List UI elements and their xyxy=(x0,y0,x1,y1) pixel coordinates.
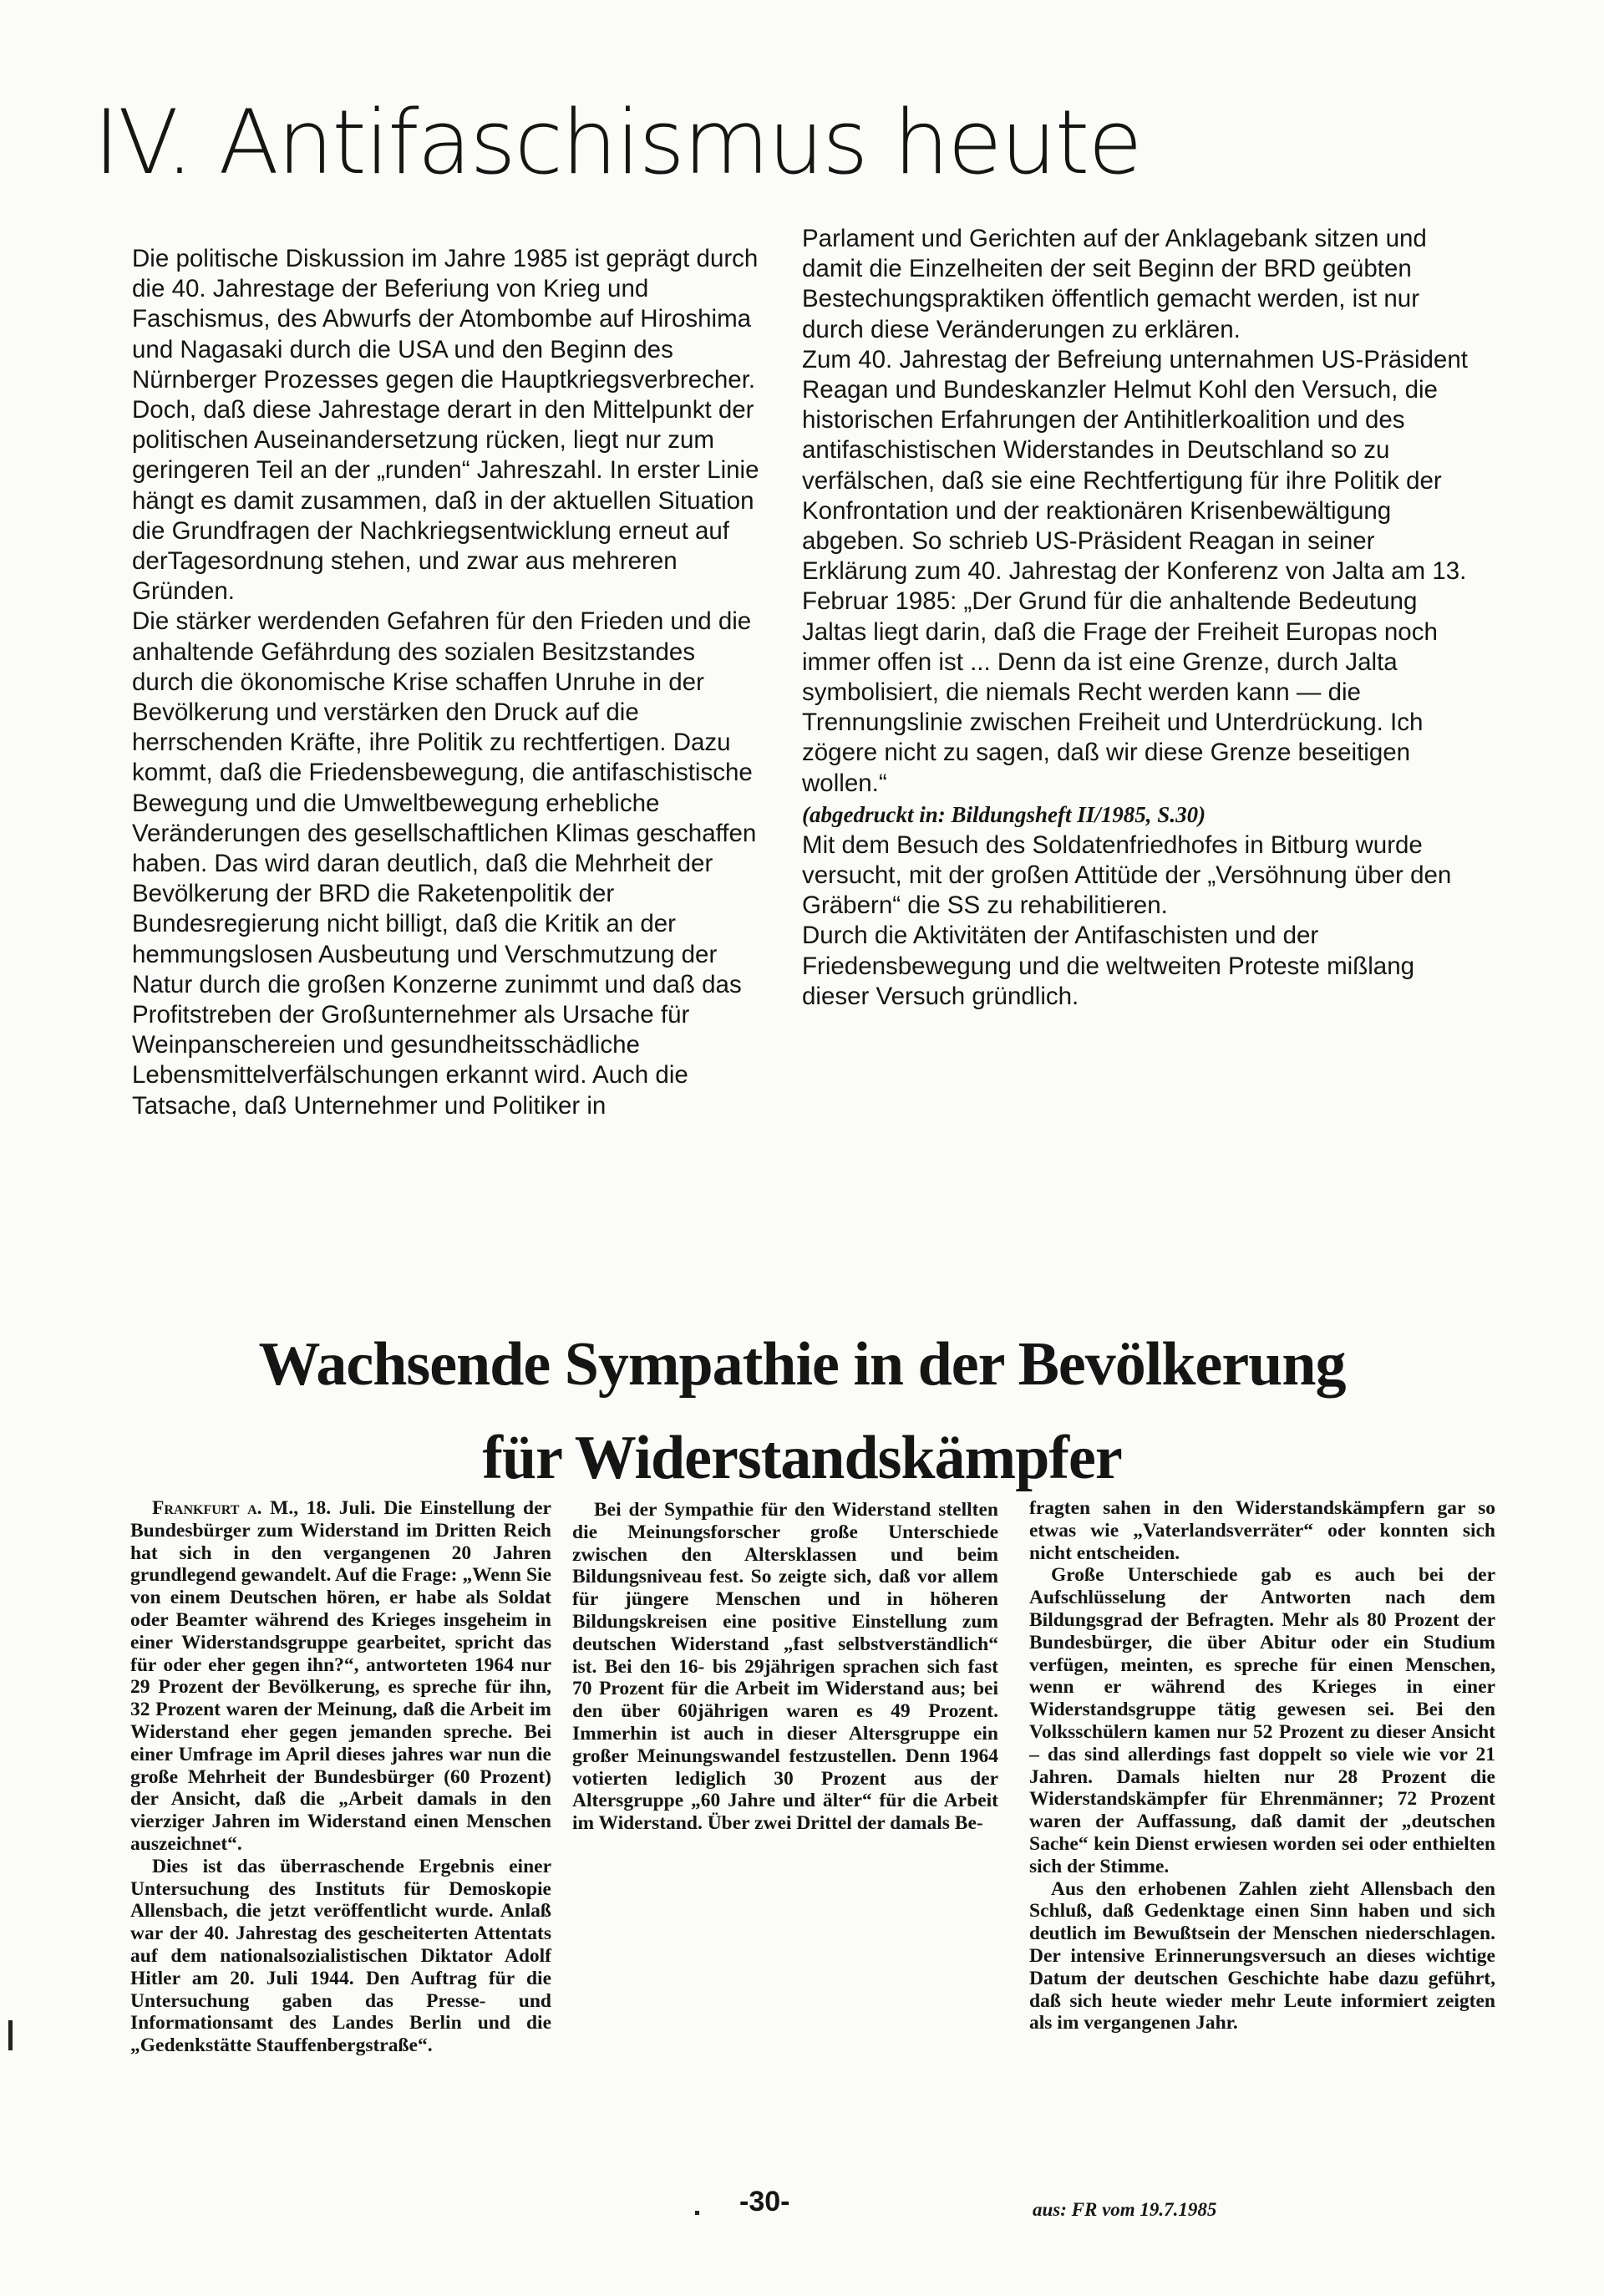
scan-mark xyxy=(695,2211,699,2215)
paragraph: Die stärker werdenden Gefahren für den Frieden und die anhaltende Gefährdung des sozialen Besitzstandes durch die ökonomische Krise schaffen Unruhe in der Bevölkerung und verstärken den Druck auf die herrschenden Kräfte, ihre Politik zu rechtfertigen. Dazu kommt, daß die Friedensbewegung, die antifaschistische Bewegung und die Umweltbewegung erhebliche Veränderungen des gesellschaftlichen Klimas geschaffen haben. Das wird daran deutlich, daß die Mehrheit der Bevölkerung der BRD die Raketenpolitik der Bundesregierung nicht billigt, daß die Kritik an der hemmungslosen Ausbeutung und Verschmutzung der Natur durch die großen Konzerne zunimmt und daß das Profitstreben der Großunternehmer als Ursache für Weinpanschereien und gesundheitsschädliche Lebensmittelverfälschungen erkannt wird. Auch die Tatsache, daß Unternehmer und Politiker in xyxy=(132,607,757,1120)
paragraph: Mit dem Besuch des Soldatenfriedhofes in Bitburg wurde versucht, mit der großen Attitüde der „Versöhnung über den Gräbern“ die SS zu rehabilitieren. xyxy=(802,831,1452,920)
paragraph: Zum 40. Jahrestag der Befreiung unternahmen US-Präsident Reagan und Bundeskanzler Helmut Kohl den Versuch, die historischen Erfahrungen der Antihitlerkoalition und des antifaschistischen Widerstandes in Deutschland so zu verfälschen, daß sie eine Rechtfertigung für ihre Politik der Konfrontation und der reaktionären Krisenbewältigung abgeben. So schrieb US-Präsident Reagan in seiner Erklärung zum 40. Jahrestag der Konferenz von Jalta am 13. Februar 1985: „Der Grund für die anhaltende Bedeutung Jaltas liegt darin, daß die Frage der Freiheit Europas noch immer offen ist ... Denn da ist eine Grenze, durch Jalta symbolisiert, die niemals Recht werden kann — die Trennungslinie zwischen Freiheit und Unterdrückung. Ich zögere nicht zu sagen, daß wir diese Grenze beseitigen wollen.“ xyxy=(802,345,1468,797)
news-paragraph: Große Unterschiede gab es auch bei der Aufschlüsselung der Antworten nach dem Bildungsgrad der Befragten. Mehr als 80 Prozent der Bundesbürger, die über Abitur oder ein Studium verfügen, meinten, es spreche für einen Menschen, wenn er während des Krieges in einer Widerstandsgruppe tätig gewesen sei. Bei den Volksschülern kamen nur 52 Prozent zu dieser Ansicht – das sind allerdings fast doppelt so viele wie vor 21 Jahren. Damals hielten nur 28 Prozent die Widerstandskämpfer für Ehrenmänner; 72 Prozent waren der Auffassung, daß damit der „deutschen Sache“ kein Dienst erwiesen worden sei oder enthielten sich der Stimme. xyxy=(1029,1564,1495,1877)
right-text-column xyxy=(802,224,1470,1012)
news-paragraph: Aus den erhobenen Zahlen zieht Allensbach den Schluß, daß Gedenktage einen Sinn haben und sich deutlich im Bewußtsein der Menschen niederschlagen. Der intensive Erinnerungsversuch an dieses wichtige Datum der deutschen Geschichte habe dazu geführt, daß sich heute wieder mehr Leute informiert zeigten als im vergangenen Jahr. xyxy=(1029,1877,1495,2034)
paragraph: Durch die Aktivitäten der Antifaschisten und der Friedensbewegung und die weltweiten Proteste mißlang dieser Versuch gründlich. xyxy=(802,922,1415,1010)
scan-mark xyxy=(8,2020,13,2050)
news-text: 18. Juli. Die Einstellung der Bundesbürger zum Widerstand im Dritten Reich hat sich in den vergangenen 20 Jahren grundlegend gewandelt. Auf die Frage: „Wenn Sie von einem Deutschen hören, er habe als Soldat oder Beamter während des Krieges insgeheim in einer Widerstandsgruppe gearbeitet, spricht das für oder eher gegen ihn?“, antworteten 1964 nur 29 Prozent der Bevölkerung, es spreche für ihn, 32 Prozent waren der Meinung, daß die Arbeit im Widerstand eher gegen jemanden spreche. Bei einer Umfrage im April dieses jahres war nun die große Mehrheit der Bundesbürger (60 Prozent) der Ansicht, daß die „Arbeit damals in den vierziger Jahren im Widerstand einen Menschen auszeichnet“. xyxy=(130,1497,551,1855)
news-paragraph xyxy=(130,1497,551,1856)
news-paragraph: Dies ist das überraschende Ergebnis einer Untersuchung des Instituts für Demoskopie Allensbach, die jetzt veröffentlicht wurde. Anlaß war der 40. Jahrestag des gescheiterten Attentats auf dem nationalsozialistischen Diktator Adolf Hitler am 20. Juli 1944. Den Auftrag für die Untersuchung gaben das Presse- und Informationsamt des Landes Berlin und die „Gedenkstätte Stauffenbergstraße“. xyxy=(130,1855,551,2057)
paragraph: Die politische Diskussion im Jahre 1985 ist geprägt durch die 40. Jahrestage der Beferiung von Krieg und Faschismus, des Abwurfs der Atombombe auf Hiroshima und Nagasaki durch die USA und den Beginn des Nürnberger Prozesses gegen die Hauptkriegsverbrecher. Doch, daß diese Jahrestage derart in den Mittelpunkt der politischen Auseinandersetzung rücken, liegt nur zum geringeren Teil an der „runden“ Jahreszahl. In erster Linie hängt es damit zusammen, daß in der aktuellen Situation die Grundfragen der Nachkriegsentwicklung erneut auf derTagesordnung stehen, und zwar aus mehreren Gründen. xyxy=(132,245,759,606)
dateline: Frankfurt a. M., xyxy=(152,1497,299,1519)
clipping-column-3 xyxy=(1029,1497,1495,2034)
page-number: -30- xyxy=(739,2186,790,2217)
clipping-headline-line-2: für Widerstandskämpfer xyxy=(482,1424,1122,1492)
clipping-column-2 xyxy=(572,1499,998,1835)
news-paragraph: Bei der Sympathie für den Widerstand stellten die Meinungsforscher große Unterschiede zwischen den Altersklassen und beim Bildungsniveau fest. So zeigte sich, daß vor allem für jüngere Menschen und in höheren Bildungskreisen eine positive Einstellung zum deutschen Widerstand „fast selbstverständlich“ ist. Bei den 16- bis 29jährigen sprachen sich fast 70 Prozent für die Arbeit im Widerstand aus; bei den über 60jährigen waren es 49 Prozent. Immerhin ist auch in dieser Altersgruppe ein großer Meinungswandel festzustellen. Denn 1964 votierten lediglich 30 Prozent aus der Altersgruppe „60 Jahre und älter“ für die Arbeit im Widerstand. Über zwei Drittel der damals Be- xyxy=(572,1499,998,1835)
left-text-column xyxy=(132,244,760,1121)
clipping-headline-line-1: Wachsende Sympathie in der Bevölkerung xyxy=(258,1330,1346,1399)
clipping-column-1 xyxy=(130,1497,551,2057)
source-note: aus: FR vom 19.7.1985 xyxy=(1033,2199,1217,2220)
citation: (abgedruckt in: Bildungsheft II/1985, S.30) xyxy=(802,801,1206,827)
chapter-heading: IV. Antifaschismus heute xyxy=(94,91,1141,194)
news-paragraph: fragten sahen in den Widerstandskämpfern gar so etwas wie „Vaterlandsverräter“ oder konnten sich nicht entscheiden. xyxy=(1029,1497,1495,1564)
paragraph: Parlament und Gerichten auf der Anklagebank sitzen und damit die Einzelheiten der seit Beginn der BRD geübten Bestechungspraktiken öffentlich gemacht werden, ist nur durch diese Veränderungen zu erklären. xyxy=(802,225,1427,343)
